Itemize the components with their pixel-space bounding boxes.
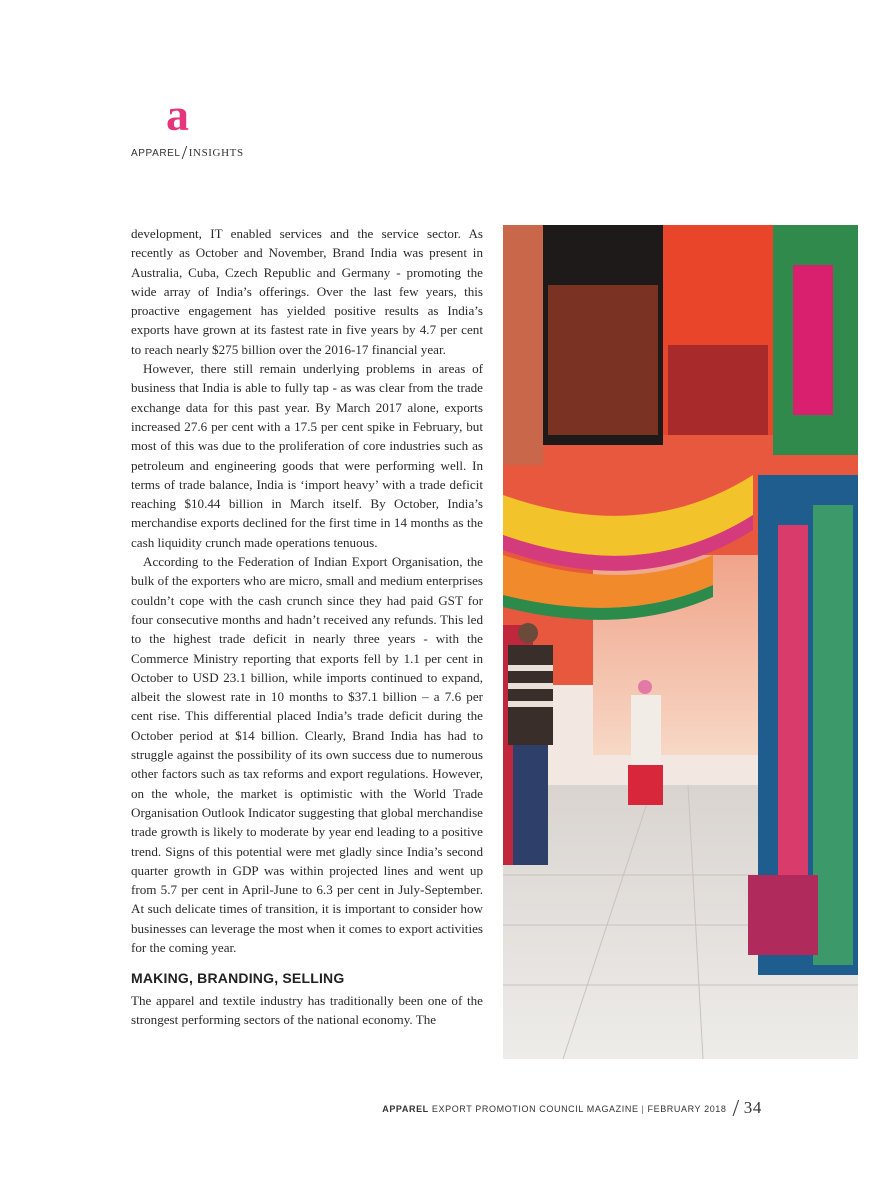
article-paragraph: However, there still remain underlying problems in areas of business that India is able to fully tap - as was clear from the trade exchange data for this past year. By March 2017 alone, exports increased 27.6 per cent with a 17.5 per cent spike in February, but most of this was due to the proliferation of core industries such as petroleum and engineering goods that were performing well. In terms of trade balance, India is ‘import heavy’ with a trade deficit reaching $10.44 billion in March itself. By October, India’s merchandise exports declined for the first time in 14 months as the cash liquidity crunch made operations tenuous.: [131, 361, 483, 550]
article-paragraph: The apparel and textile industry has traditionally been one of the strongest performing sectors of the national economy. The: [131, 992, 483, 1027]
article-paragraph: development, IT enabled services and the service sector. As recently as October and November, Brand India was present in Australia, Cuba, Czech Republic and Germany - promoting the wide array of India’s offerings. Over the last few years, this proactive engagement has yielded positive results as India’s exports have grown at its fastest rate in five years by 4.7 per cent to reach nearly $275 billion over the 2016-17 financial year.: [131, 226, 483, 357]
section-heading: MAKING, BRANDING, SELLING: [131, 970, 345, 987]
footer-publication: EXPORT PROMOTION COUNCIL MAGAZINE: [431, 1104, 639, 1114]
logo-mark: a: [166, 89, 189, 140]
footer-brand: APPAREL: [382, 1104, 429, 1114]
market-scene-illustration: [503, 225, 858, 1059]
market-photo: [503, 225, 858, 1059]
footer-slash: /: [732, 1096, 740, 1122]
footer-separator: |: [641, 1104, 645, 1114]
footer-issue: FEBRUARY 2018: [647, 1104, 727, 1114]
brand-left: APPAREL: [131, 148, 181, 159]
article-paragraph: According to the Federation of Indian Export Organisation, the bulk of the exporters who are micro, small and medium enterprises couldn’t cope with the cash crunch since they had paid GST for four consecutive months and hadn’t received any refunds. This led to the highest trade deficit in nearly three years - with the Commerce Ministry reporting that exports fell by 1.1 per cent in October to USD 23.1 billion, while imports continued to expand, albeit the slowest rate in 10 months to $37.1 billion – a 7.6 per cent rise. This differential placed India’s trade deficit during the October period at $14 billion. Clearly, Brand India has had to struggle against the possibility of its own success due to numerous other factors such as tax reforms and export regulations. However, on the whole, the market is optimistic with the World Trade Organisation Outlook Indicator suggesting that global merchandise trade growth is likely to moderate by year end leading to a positive trend. Signs of this potential were met gladly since India’s second quarter growth in GDP was within projected lines and went up from 5.7 per cent in April-June to 6.3 per cent in July-September. At such delicate times of transition, it is important to consider how businesses can leverage the most when it comes to export activities for the coming year.: [131, 554, 483, 955]
article-body: [131, 224, 483, 1029]
page-number: 34: [743, 1098, 762, 1117]
slash-divider: /: [181, 142, 188, 164]
brand-right: INSIGHTS: [188, 147, 244, 159]
section-label: [131, 139, 244, 162]
page-footer: [382, 1092, 762, 1122]
